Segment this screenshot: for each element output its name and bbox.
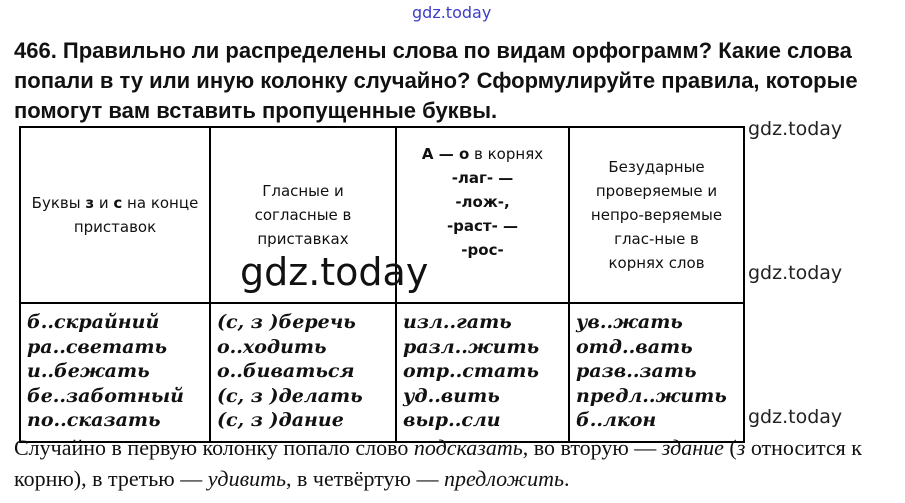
word: бе..заботный bbox=[27, 384, 184, 407]
word: отр..стать bbox=[403, 360, 539, 382]
words-row bbox=[20, 303, 744, 442]
word: по..сказать bbox=[27, 409, 161, 431]
word: о..ходить bbox=[217, 335, 327, 358]
watermark-top: gdz.today bbox=[412, 3, 492, 22]
word: (с, з )дание bbox=[217, 409, 344, 431]
header-col-4: Безударные проверяемые и непро-веряемые глас-ные в корнях слов bbox=[569, 127, 744, 303]
header-col-2: Гласные и согласные в приставках bbox=[210, 127, 396, 303]
word: (с, з )делать bbox=[217, 384, 363, 407]
header-col-1: Буквы з и с на конце приставок bbox=[20, 127, 210, 303]
word: разв..зать bbox=[576, 360, 697, 382]
word: (с, з )беречь bbox=[217, 311, 356, 333]
word: и..бежать bbox=[27, 360, 150, 382]
watermark-side-2: gdz.today bbox=[748, 262, 843, 284]
word: выр..сли bbox=[403, 409, 501, 431]
answer-text: Случайно в первую колонку попало слово подсказать, во вторую — здание (з относится к корню), в третью — удивить, в четвёртую — предложить. bbox=[14, 435, 862, 491]
watermark-side-3: gdz.today bbox=[748, 406, 843, 428]
column-3-words bbox=[396, 303, 569, 442]
word: ра..светать bbox=[27, 335, 168, 358]
word: ув..жать bbox=[576, 311, 683, 333]
watermark-big: gdz.today bbox=[240, 250, 429, 294]
watermark-side-1: gdz.today bbox=[748, 118, 843, 140]
word: разл..жить bbox=[403, 335, 540, 358]
word: б..лкон bbox=[576, 409, 657, 431]
word: отд..вать bbox=[576, 335, 693, 358]
task-text: 466. Правильно ли распределены слова по видам орфограмм? Какие слова попали в ту или иную колонку случайно? Сформулируйте правила, которые помогут вам вставить пропущенные буквы. bbox=[14, 38, 858, 123]
header-col-3: А — о в корнях -лаг- — -лож-, -раст- — -рос- bbox=[396, 127, 569, 303]
column-1-words bbox=[20, 303, 210, 442]
column-4-words bbox=[569, 303, 744, 442]
column-2-words bbox=[210, 303, 396, 442]
word: б..скрайний bbox=[27, 311, 160, 333]
word: о..биваться bbox=[217, 360, 355, 382]
word: предл..жить bbox=[576, 384, 727, 407]
word: уд..вить bbox=[403, 384, 500, 407]
word: изл..гать bbox=[403, 311, 512, 333]
